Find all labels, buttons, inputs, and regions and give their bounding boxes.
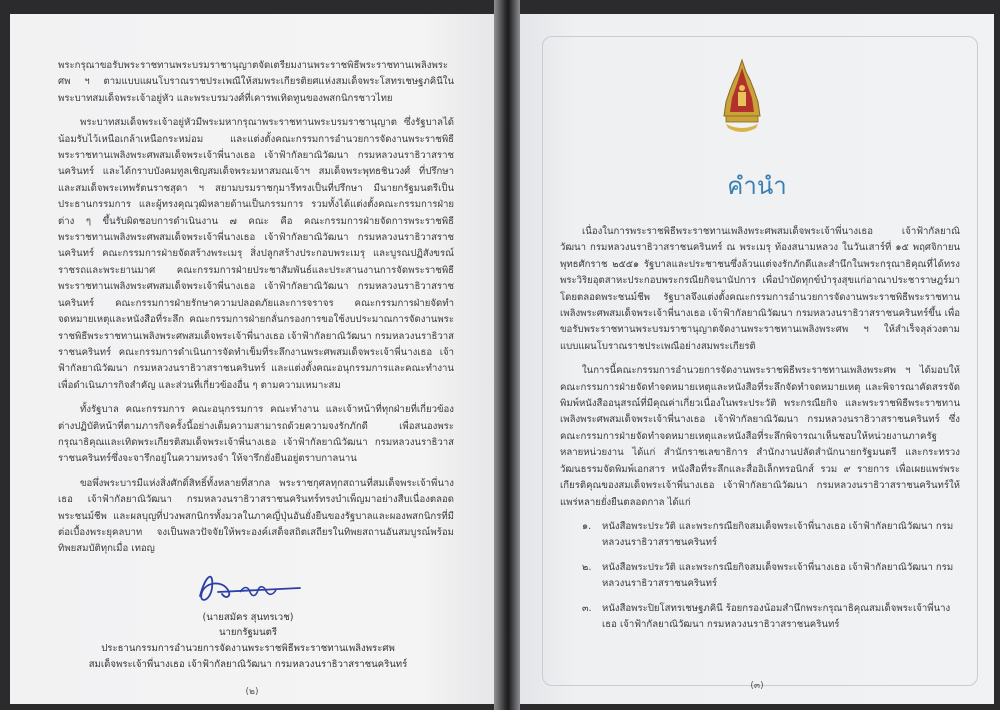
paragraph: ในการนี้คณะกรรมการอำนวยการจัดงานพระราชพิธีพระราชทานเพลิงพระศพ ฯ ได้มอบให้คณะกรรมการฝ่ายจัดทำจดหมายเหตุและหนังสือที่ระลึกจัดทำจดหมายเหตุ และพิจารณาคัดสรรจัดพิมพ์หนังสืออนุสรณ์ที่มีคุณค่าเกี่ยวเนื่องในพระประวัติ พระกรณียกิจ และพระราชพิธีพระราชทานเพลิงพระศพสมเด็จพระเจ้าพี่นางเธอ เจ้าฟ้ากัลยาณิวัฒนา กรมหลวงนราธิวาสราชนครินทร์ ซึ่งคณะกรรมการฝ่ายจัดทำจดหมายเหตุและหนังสือที่ระลึกพิจารณาเห็นชอบให้หน่วยงานภาครัฐหลายหน่วยงาน ได้แก่ สำนักราชเลขาธิการ สำนักงานปลัดสำนักนายกรัฐมนตรี และกระทรวงวัฒนธรรมจัดพิมพ์เอกสาร หนังสือที่ระลึกและสื่ออิเล็กทรอนิกส์ รวม ๙ รายการ เพื่อเผยแพร่พระเกียรติคุณของสมเด็จพระเจ้าพี่นางเธอ เจ้าฟ้ากัลยาณิวัฒนา กรมหลวงนราธิวาสราชนครินทร์ให้แพร่หลายยั่งยืนตลอดกาล ได้แก่ <box>560 365 960 508</box>
publication-list <box>560 519 960 633</box>
list-item <box>560 560 960 593</box>
right-page-number: (๓) <box>750 681 764 691</box>
list-item-text: หนังสือพระประวัติ และพระกรณียกิจสมเด็จพระเจ้าพี่นางเธอ เจ้าฟ้ากัลยาณิวัฒนา กรมหลวงนราธิวาสราชนครินทร์ <box>602 520 954 549</box>
right-page-text <box>560 224 960 511</box>
page-heading: คำนำ <box>727 172 787 200</box>
signature-icon <box>188 566 308 608</box>
list-item-number: ๒. <box>582 561 592 573</box>
royal-emblem-icon <box>720 58 764 148</box>
paragraph: พระบาทสมเด็จพระเจ้าอยู่หัวมีพระมหากรุณาพระราชทานพระบรมราชานุญาต ซึ่งรัฐบาลได้น้อมรับไว้เหนือเกล้าเหนือกระหม่อม และแต่งตั้งคณะกรรมการอำนวยการจัดงานพระราชพิธีพระราชทานเพลิงพระศพสมเด็จพระเจ้าพี่นางเธอ เจ้าฟ้ากัลยาณิวัฒนา กรมหลวงนราธิวาสราชนครินทร์ และได้กราบบังคมทูลเชิญสมเด็จพระมหาสมณเจ้าฯ สมเด็จพระพุทธชินวงศ์ ที่ปรึกษา และสมเด็จพระเทพรัตนราชสุดา ฯ สยามบรมราชกุมารีทรงเป็นที่ปรึกษา มีนายกรัฐมนตรีเป็นประธานกรรมการ และผู้ทรงคุณวุฒิหลายด้านเป็นกรรมการ รวมทั้งได้แต่งตั้งคณะกรรมการฝ่ายต่าง ๆ ขึ้นรับผิดชอบการดำเนินงาน ๗ คณะ คือ คณะกรรมการฝ่ายจัดการพระราชพิธีพระราชทานเพลิงพระศพสมเด็จพระเจ้าพี่นางเธอ เจ้าฟ้ากัลยาณิวัฒนา กรมหลวงนราธิวาสราชนครินทร์ คณะกรรมการฝ่ายจัดสร้างพระเมรุ สิ่งปลูกสร้างประกอบพระเมรุ และบูรณปฏิสังขรณ์ราชรถและพระยานมาศ คณะกรรมการฝ่ายประชาสัมพันธ์และประสานงานการจัดพระราชพิธีพระราชทานเพลิงพระศพสมเด็จพระเจ้าพี่นางเธอ เจ้าฟ้ากัลยาณิวัฒนา กรมหลวงนราธิวาสราชนครินทร์ คณะกรรมการฝ่ายรักษาความปลอดภัยและการจราจร คณะกรรมการฝ่ายจัดทำจดหมายเหตุและหนังสือที่ระลึก คณะกรรมการฝ่ายกลั่นกรองการขอใช้งบประมาณการจัดงานพระราชพิธีพระราชทานเพลิงพระศพสมเด็จพระเจ้าพี่นางเธอ เจ้าฟ้ากัลยาณิวัฒนา กรมหลวงนราธิวาสราชนครินทร์ คณะกรรมการดำเนินการจัดทำเข็มที่ระลึกงานพระศพสมเด็จพระเจ้าพี่นางเธอ เจ้าฟ้ากัลยาณิวัฒนา กรมหลวงนราธิวาสราชนครินทร์ และแต่งตั้งคณะอนุกรรมการและคณะทำงานเพื่อดำเนินภารกิจสำคัญ และส่วนที่เกี่ยวข้องอื่น ๆ ตามความเหมาะสม <box>58 117 454 391</box>
list-item-number: ๑. <box>582 520 592 532</box>
paragraph: พระกรุณาขอรับพระราชทานพระบรมราชานุญาตจัดเตรียมงานพระราชพิธีพระราชทานเพลิงพระศพ ฯ ตามแบบแผนโบราณราชประเพณีให้สมพระเกียรติยศแห่งสมเด็จพระโสทรเชษฐภคินีในพระบาทสมเด็จพระเจ้าอยู่หัว และพระบรมวงศ์ที่เคารพเทิดทูนของพสกนิกรชาวไทย <box>58 60 454 104</box>
right-page-body <box>560 224 960 641</box>
paragraph: เนื่องในการพระราชพิธีพระราชทานเพลิงพระศพสมเด็จพระเจ้าพี่นางเธอ เจ้าฟ้ากัลยาณิวัฒนา กรมหลวงนราธิวาสราชนครินทร์ ณ พระเมรุ ท้องสนามหลวง ในวันเสาร์ที่ ๑๕ พฤศจิกายน พุทธศักราช ๒๕๕๑ รัฐบาลและประชาชนซึ่งล้วนแต่จงรักภักดีและสำนึกในพระกรุณาธิคุณที่ได้ทรงพระวิริยอุตสาหะประกอบพระกรณียกิจนานัปการ เพื่อบำบัดทุกข์บำรุงสุขแก่อาณาประชาราษฎร์มาโดยตลอดพระชนม์ชีพ รัฐบาลจึงแต่งตั้งคณะกรรมการอำนวยการจัดงานพระราชพิธีพระราชทานเพลิงพระศพสมเด็จพระเจ้าพี่นางเธอ เจ้าฟ้ากัลยาณิวัฒนา กรมหลวงนราธิวาสราชนครินทร์ขึ้น เพื่อขอรับพระราชทานพระบรมราชานุญาตจัดงานพระราชทานเพลิงพระศพ ฯ ให้สำเร็จลุล่วงตามแบบแผนโบราณราชประเพณีอย่างสมพระเกียรติ <box>560 226 960 352</box>
paragraph: ขอพึ่งพระบารมีแห่งสิ่งศักดิ์สิทธิ์ทั้งหลายที่สากล พระราชกุศลทุกสถานที่สมเด็จพระเจ้าพี่นางเธอ เจ้าฟ้ากัลยาณิวัฒนา กรมหลวงนราธิวาสราชนครินทร์ทรงบำเพ็ญมาอย่างสืบเนื่องตลอดพระชนม์ชีพ และผลบุญที่ปวงพสกนิกรทั้งมวลในภาคญี่ปุ่นอันยั่งยืนของรัฐบาลและผองพสกนิกรที่มีต่อเบื้องพระยุคลบาท จงเป็นพลวปัจจัยให้พระองค์เสด็จสถิตเสถียรในทิพยสถานอันสมบูรณ์พร้อมทิพยสมบัติทุกเมื่อ เทอญ <box>58 477 454 555</box>
paragraph: ทั้งรัฐบาล คณะกรรมการ คณะอนุกรรมการ คณะทำงาน และเจ้าหน้าที่ทุกฝ่ายที่เกี่ยวข้องต่างปฏิบัติหน้าที่ตามภารกิจครั้งนี้อย่างเต็มความสามารถด้วยความจงรักภักดี เพื่อสนองพระกรุณาธิคุณและเทิดพระเกียรติสมเด็จพระเจ้าพี่นางเธอ เจ้าฟ้ากัลยาณิวัฒนา กรมหลวงนราธิวาสราชนครินทร์ซึ่งจะจารึกอยู่ในความทรงจำ ให้จารึกยั่งยืนอยู่ตราบกาลนาน <box>58 404 454 465</box>
signatory-name: (นายสมัคร สุนทรเวช) <box>202 612 294 623</box>
signatory-role-line-2: สมเด็จพระเจ้าพี่นางเธอ เจ้าฟ้ากัลยาณิวัฒนา กรมหลวงนราธิวาสราชนครินทร์ <box>88 659 408 670</box>
list-item <box>560 601 960 634</box>
right-page <box>520 14 994 704</box>
signatory-title: นายกรัฐมนตรี <box>218 627 278 638</box>
signature-block <box>48 566 448 673</box>
list-item-number: ๓. <box>582 602 592 614</box>
book-gutter <box>494 0 520 710</box>
left-page-body <box>58 58 454 558</box>
left-page-number: (๒) <box>245 687 259 697</box>
signatory-role-line-1: ประธานกรรมการอำนวยการจัดงานพระราชพิธีพระราชทานเพลิงพระศพ <box>101 643 395 654</box>
list-item-text: หนังสือพระปิยโสทรเชษฐภคินี ร้อยกรองน้อมสำนึกพระกรุณาธิคุณสมเด็จพระเจ้าพี่นางเธอ เจ้าฟ้ากัลยาณิวัฒนา กรมหลวงนราธิวาสราชนครินทร์ <box>602 602 951 630</box>
list-item-text: หนังสือพระประวัติ และพระกรณียกิจสมเด็จพระเจ้าพี่นางเธอ เจ้าฟ้ากัลยาณิวัฒนา กรมหลวงนราธิวาสราชนครินทร์ <box>602 561 954 590</box>
list-item <box>560 519 960 552</box>
